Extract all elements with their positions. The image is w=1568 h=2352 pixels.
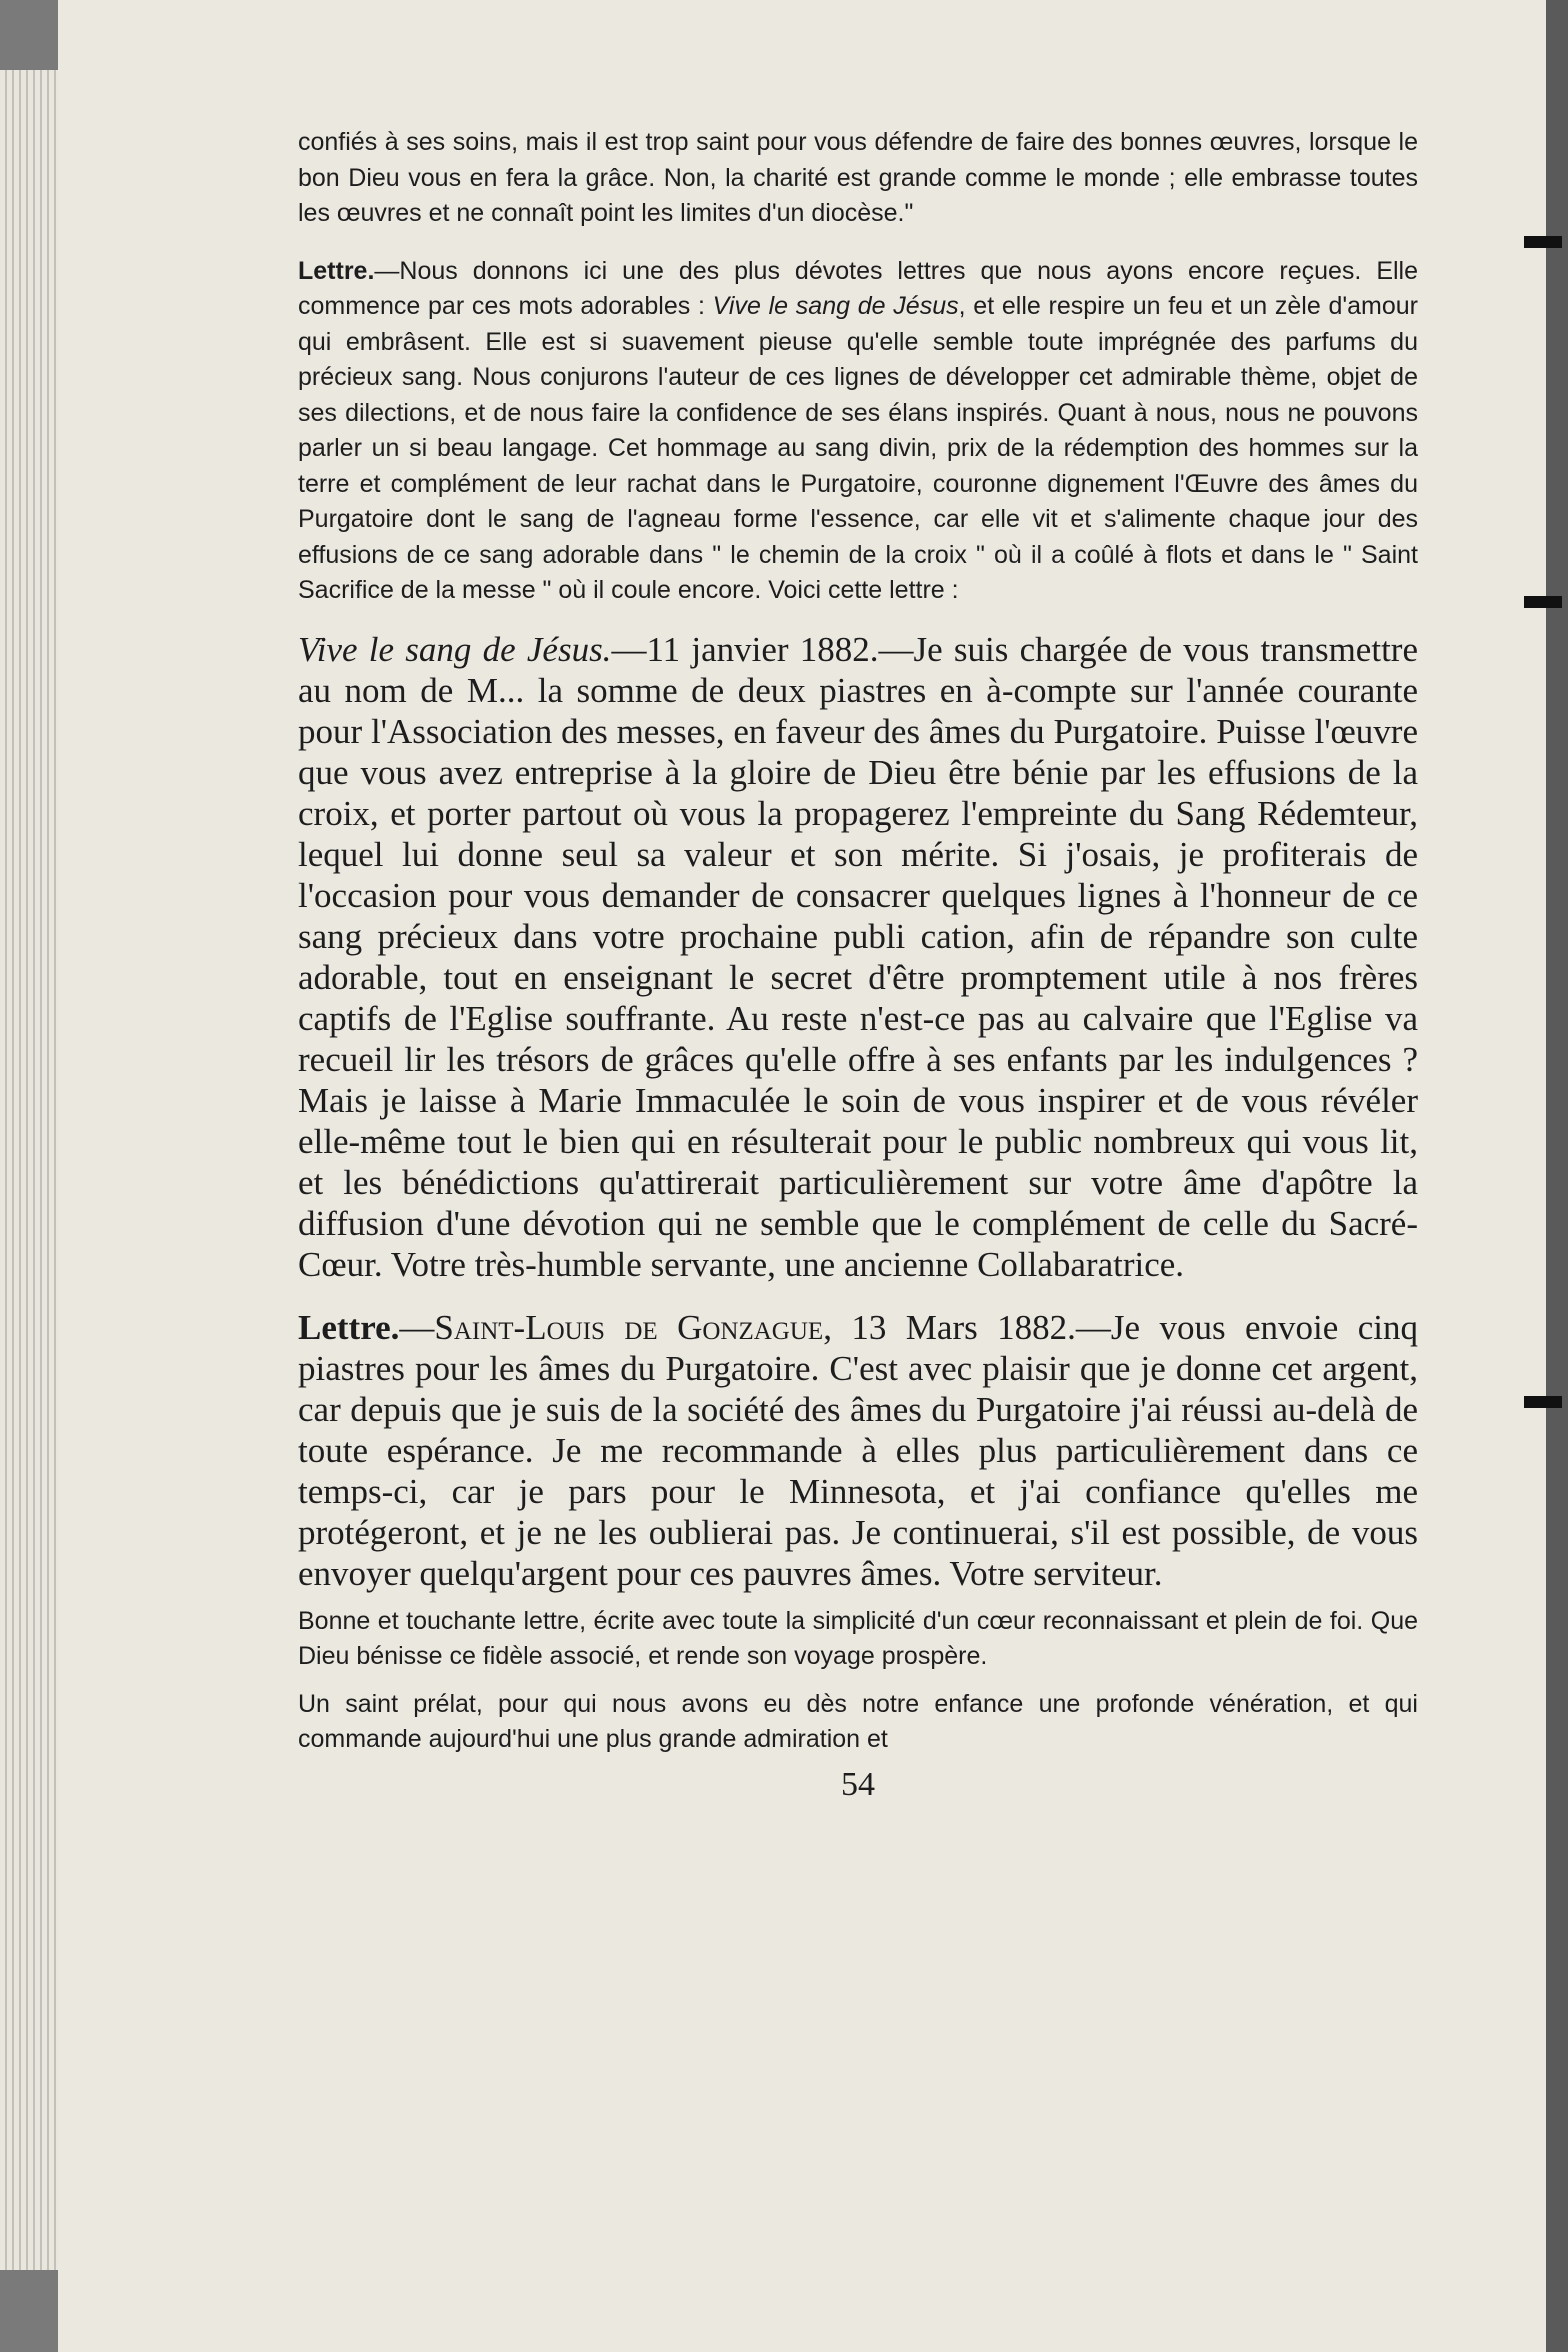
place-name: Saint-Louis de Gonzague [434, 1307, 824, 1347]
paragraph-bonne-lettre: Bonne et touchante lettre, écrite avec toute la simplicité d'un cœur reconnaissant et plein de foi. Que Dieu bénisse ce fidèle associé, et rende son voyage prospère. [298, 1606, 1418, 1670]
lettre-dash: — [399, 1307, 435, 1347]
lettre-label-2: Lettre. [298, 1307, 400, 1347]
vive-le-sang-text: —11 janvier 1882.—Je suis chargée de vous transmettre au nom de M... la somme de deux piastres en à-compte sur l'année courante pour l'Association des messes, en faveur des âmes du Purgatoire. Puisse l'œuvre que vous avez entreprise à la gloire de Dieu être bénie par les effusions de la croix, et porter partout où vous la propagerez l'empreinte du Sang Rédemteur, lequel lui donne seul sa valeur et son mérite. Si j'osais, je profiterais de l'occasion pour vous demander de consacrer quelques lignes à l'honneur de ce sang précieux dans votre prochaine publi cation, afin de répandre son culte adorable, tout en enseignant le secret d'être promptement utile à nos frères captifs de l'Eglise souffrante. Au reste n'est-ce pas au calvaire que l'Eglise va recueil lir les trésors de grâces qu'elle offre à ses enfants par les indulgences ? Mais je laisse à Marie Immaculée le soin de vous inspirer et de vous révéler elle-même tout le bien qui en résulterait pour le public nombreux qui vous lit, et les bénédictions qu'attirerait particulièrement sur votre âme d'apôtre la diffusion d'une dévotion qui ne semble que le complément de celle du Sacré-Cœur. Votre très-humble servante, une ancienne Collabaratrice. [298, 629, 1418, 1284]
book-page [58, 0, 1546, 2352]
lettre-label: Lettre. [298, 256, 375, 285]
vive-le-sang-heading: Vive le sang de Jésus. [298, 629, 612, 669]
paragraph-saint-prelat: Un saint prélat, pour qui nous avons eu dès notre enfance une profonde vénération, et qui commande aujourd'hui une plus grande admiration et [298, 1689, 1418, 1753]
lettre-intro-text-b: , et elle respire un feu et un zèle d'amour qui embrâsent. Elle est si suavement pieuse qu'elle semble toute imprégnée des parfums du précieux sang. Nous conjurons l'auteur de ces lignes de développer cet admirable thème, objet de ses dilections, et de nous faire la confidence de ses élans inspirés. Quant à nous, nous ne pouvons parler un si beau langage. Cet hommage au sang divin, prix de la rédemption des hommes sur la terre et complément de leur rachat dans le Purgatoire, couronne dignement l'Œuvre des âmes du Purgatoire dont le sang de l'agneau forme l'essence, car elle vit et s'alimente chaque jour des effusions de ce sang adorable dans " le chemin de la croix " où il a coûlé à flots et dans le " Saint Sacrifice de la messe " où il coule encore. Voici cette lettre : [298, 292, 1419, 604]
page-number: 54 [841, 1765, 875, 1803]
paragraph-lettre-intro [298, 254, 1418, 609]
paragraph-vive-le-sang [298, 629, 1418, 1285]
paragraph-intro: confiés à ses soins, mais il est trop saint pour vous défendre de faire des bonnes œuvres, lorsque le bon Dieu vous en fera la grâce. Non, la charité est grande comme le monde ; elle embrasse toutes les œuvres et ne connaît point les limites d'un diocèse." [298, 128, 1418, 227]
edge-tab-mark [1524, 1396, 1562, 1408]
lettre-saint-louis-text: , 13 Mars 1882.—Je vous envoie cinq piastres pour les âmes du Purgatoire. C'est avec plaisir que je donne cet argent, car depuis que je suis de la société des âmes du Purgatoire j'ai réussi au-delà de toute espérance. Je me recommande à elles plus particulièrement dans ce temps-ci, car je pars pour le Minnesota, et j'ai confiance qu'elles me protégeront, et je ne les oublierai pas. Je continuerai, s'il est possible, de vous envoyer quelqu'argent pour ces pauvres âmes. Votre serviteur. [298, 1307, 1418, 1593]
lettre-intro-italic: Vive le sang de Jésus [712, 292, 959, 320]
paragraph-lettre-saint-louis [298, 1307, 1418, 1594]
page-content [298, 125, 1418, 1804]
edge-tab-mark [1524, 236, 1562, 248]
right-edge [1546, 0, 1568, 2352]
edge-tab-mark [1524, 596, 1562, 608]
lettre-intro-text-a: —Nous donnons ici une des plus dévotes lettres que nous ayons encore reçues. Elle commence par ces mots adorables : [298, 256, 1418, 320]
